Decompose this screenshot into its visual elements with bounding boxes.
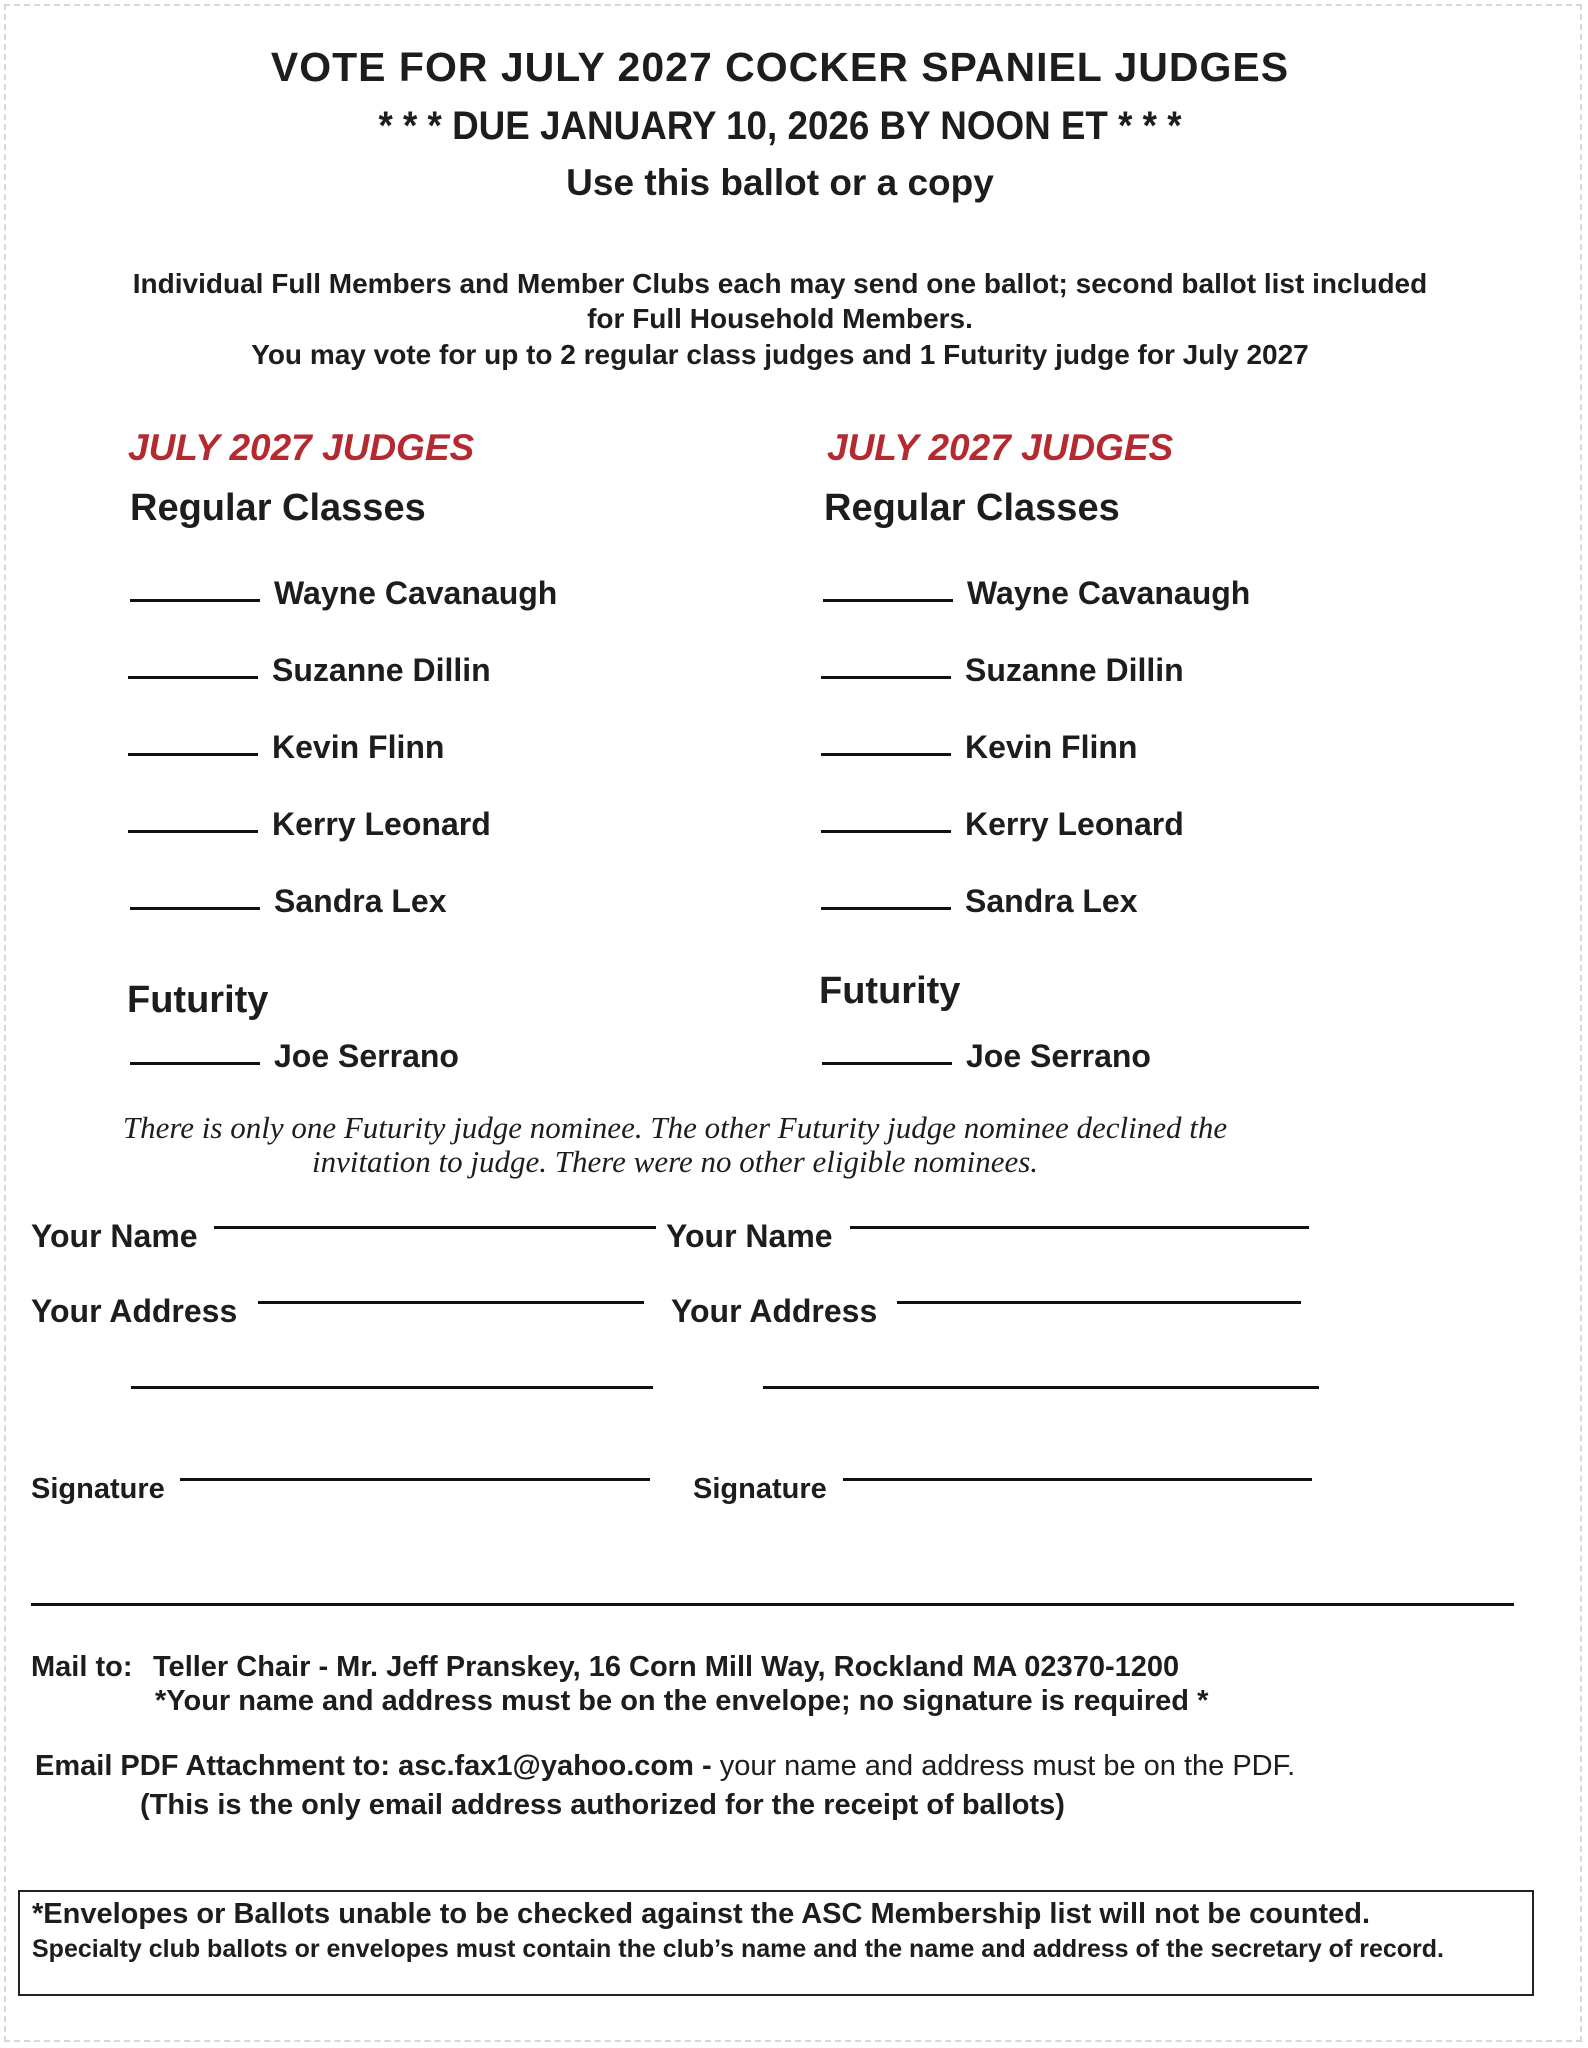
candidate-name: Sandra Lex xyxy=(274,883,447,919)
mail-to-label: Mail to: xyxy=(31,1651,133,1683)
signature-field-2[interactable] xyxy=(843,1478,1312,1481)
vote-blank[interactable] xyxy=(128,650,258,679)
address-line-2[interactable] xyxy=(131,1386,653,1389)
futurity-note: There is only one Futurity judge nominee. The other Futurity judge nominee declined the invitation to judge. There were no other eligible nominees. xyxy=(122,1110,1228,1179)
candidate-row[interactable] xyxy=(128,804,491,844)
vote-blank[interactable] xyxy=(821,727,951,756)
subtitle: Use this ballot or a copy xyxy=(566,162,994,203)
vote-blank[interactable] xyxy=(821,650,951,679)
notice-box xyxy=(18,1890,1534,1996)
your-name-label: Your Name xyxy=(31,1218,198,1254)
candidate-row[interactable] xyxy=(130,573,557,613)
candidate-name: Kevin Flinn xyxy=(965,729,1138,765)
candidate-row[interactable] xyxy=(128,650,491,690)
vote-blank[interactable] xyxy=(130,1036,260,1065)
notice-line-1: *Envelopes or Ballots unable to be checked against the ASC Membership list will not be counted. xyxy=(32,1898,1371,1930)
due-date: * * * DUE JANUARY 10, 2026 BY NOON ET * * * xyxy=(378,104,1182,148)
email-only-note: (This is the only email address authorized for the receipt of ballots) xyxy=(140,1789,1065,1821)
judges-heading: JULY 2027 JUDGES xyxy=(128,427,475,468)
signature-field[interactable] xyxy=(180,1478,650,1481)
vote-blank[interactable] xyxy=(822,1036,952,1065)
candidate-name: Kerry Leonard xyxy=(965,806,1184,842)
candidate-name: Joe Serrano xyxy=(274,1038,459,1074)
candidate-name: Suzanne Dillin xyxy=(965,652,1184,688)
candidate-row[interactable] xyxy=(821,650,1184,690)
your-address-field[interactable] xyxy=(258,1301,644,1304)
intro-line-1: Individual Full Members and Member Clubs each may send one ballot; second ballot list included xyxy=(132,268,1428,299)
candidate-row[interactable] xyxy=(821,804,1184,844)
your-address-label-2: Your Address xyxy=(671,1293,878,1329)
vote-blank[interactable] xyxy=(128,804,258,833)
candidate-row[interactable] xyxy=(821,881,1138,921)
candidate-name: Wayne Cavanaugh xyxy=(274,575,558,611)
candidate-name: Joe Serrano xyxy=(966,1038,1151,1074)
futurity-label: Futurity xyxy=(127,979,269,1021)
intro-line-3: You may vote for up to 2 regular class judges and 1 Futurity judge for July 2027 xyxy=(251,339,1309,370)
page-title: VOTE FOR JULY 2027 COCKER SPANIEL JUDGES xyxy=(270,44,1290,90)
vote-blank[interactable] xyxy=(821,881,951,910)
your-address-field-2[interactable] xyxy=(897,1301,1301,1304)
email-label: Email PDF Attachment to: asc.fax1@yahoo.com - xyxy=(35,1750,712,1782)
email-note: your name and address must be on the PDF. xyxy=(711,1750,1296,1782)
regular-classes-label: Regular Classes xyxy=(130,487,426,529)
candidate-row[interactable] xyxy=(130,1036,459,1076)
your-name-label-2: Your Name xyxy=(666,1218,833,1254)
candidate-row[interactable] xyxy=(128,727,444,767)
candidate-name: Wayne Cavanaugh xyxy=(967,575,1251,611)
notice-line-2: Specialty club ballots or envelopes must contain the club’s name and the name and address of the secretary of record. xyxy=(32,1935,1444,1963)
candidate-name: Suzanne Dillin xyxy=(272,652,491,688)
vote-blank[interactable] xyxy=(821,804,951,833)
candidate-row[interactable] xyxy=(822,1036,1151,1076)
your-name-field[interactable] xyxy=(214,1226,656,1229)
candidate-row[interactable] xyxy=(823,573,1250,613)
candidate-name: Sandra Lex xyxy=(965,883,1138,919)
signature-label-2: Signature xyxy=(693,1473,827,1505)
vote-blank[interactable] xyxy=(130,573,260,602)
regular-classes-label: Regular Classes xyxy=(824,487,1120,529)
section-divider xyxy=(31,1603,1514,1606)
mail-address: Teller Chair - Mr. Jeff Pranskey, 16 Corn Mill Way, Rockland MA 02370-1200 xyxy=(153,1651,1180,1683)
candidate-row[interactable] xyxy=(821,727,1137,767)
address-line-2-b[interactable] xyxy=(763,1386,1319,1389)
email-instructions xyxy=(35,1750,1295,1783)
your-name-field-2[interactable] xyxy=(850,1226,1309,1229)
intro-line-2: for Full Household Members. xyxy=(587,303,973,334)
vote-blank[interactable] xyxy=(130,881,260,910)
judges-heading: JULY 2027 JUDGES xyxy=(827,427,1174,468)
vote-blank[interactable] xyxy=(823,573,953,602)
envelope-note: *Your name and address must be on the envelope; no signature is required * xyxy=(155,1685,1209,1717)
futurity-label: Futurity xyxy=(819,970,961,1012)
candidate-row[interactable] xyxy=(130,881,447,921)
signature-label: Signature xyxy=(31,1473,165,1505)
candidate-name: Kevin Flinn xyxy=(272,729,445,765)
your-address-label: Your Address xyxy=(31,1293,238,1329)
vote-blank[interactable] xyxy=(128,727,258,756)
candidate-name: Kerry Leonard xyxy=(272,806,491,842)
